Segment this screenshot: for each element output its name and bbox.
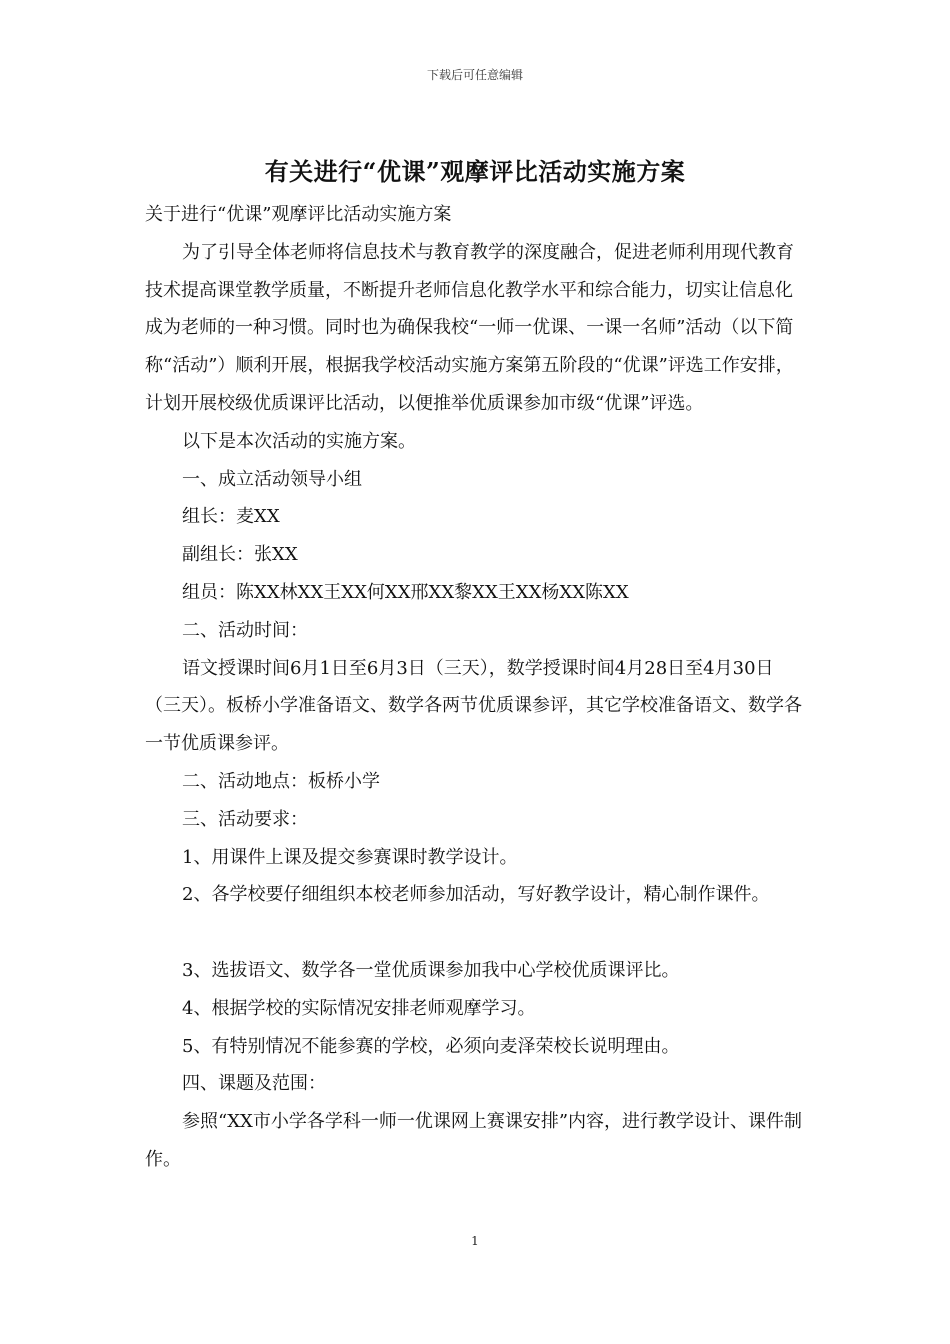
scope-paragraph: 参照“XX市小学各学科一师一优课网上赛课安排”内容，进行教学设计、课件制作。 [145, 1111, 803, 1170]
document-title: 有关进行“优课”观摩评比活动实施方案 [264, 157, 686, 186]
requirement-item: 2、各学校要仔细组织本校老师参加活动，写好教学设计，精心制作课件。 [182, 884, 770, 906]
requirement-item: 4、根据学校的实际情况安排老师观摩学习。 [182, 997, 536, 1019]
document-subtitle: 关于进行“优课”观摩评比活动实施方案 [145, 204, 452, 225]
document-body [145, 196, 805, 1179]
plan-intro-paragraph: 以下是本次活动的实施方案。 [182, 430, 416, 452]
section-heading-leadership: 一、成立活动领导小组 [182, 468, 362, 490]
blank-line [145, 914, 805, 952]
requirement-item: 1、用课件上课及提交参赛课时教学设计。 [182, 846, 518, 868]
vice-leader-line: 副组长：张XX [182, 544, 298, 566]
requirement-item: 5、有特别情况不能参赛的学校，必须向麦泽荣校长说明理由。 [182, 1035, 680, 1057]
section-heading-scope: 四、课题及范围： [182, 1073, 326, 1095]
intro-paragraph: 为了引导全体老师将信息技术与教育教学的深度融合，促进老师利用现代教育技术提高课堂教学质量，不断提升老师信息化教学水平和综合能力，切实让信息化成为老师的一种习惯。同时也为确保我校“一师一优课、一课一名师”活动（以下简称“活动”）顺利开展，根据我学校活动实施方案第五阶段的“优课”评选工作安排，计划开展校级优质课评比活动，以便推举优质课参加市级“优课”评选。 [145, 241, 794, 414]
time-detail-paragraph: 语文授课时间6月1日至6月3日（三天），数学授课时间4月28日至4月30日（三天）。板桥小学准备语文、数学各两节优质课参评，其它学校准备语文、数学各一节优质课参评。 [145, 657, 802, 755]
page-number: 1 [471, 1234, 479, 1248]
header-note: 下载后可任意编辑 [426, 68, 523, 82]
section-heading-time: 二、活动时间： [182, 619, 308, 641]
section-heading-location: 二、活动地点：板桥小学 [182, 770, 380, 792]
section-heading-requirements: 三、活动要求： [182, 808, 308, 830]
leader-line: 组长：麦XX [182, 506, 280, 528]
requirement-item: 3、选拔语文、数学各一堂优质课参加我中心学校优质课评比。 [182, 959, 680, 981]
members-line: 组员：陈XX林XX王XX何XX邢XX黎XX王XX杨XX陈XX [182, 581, 629, 603]
